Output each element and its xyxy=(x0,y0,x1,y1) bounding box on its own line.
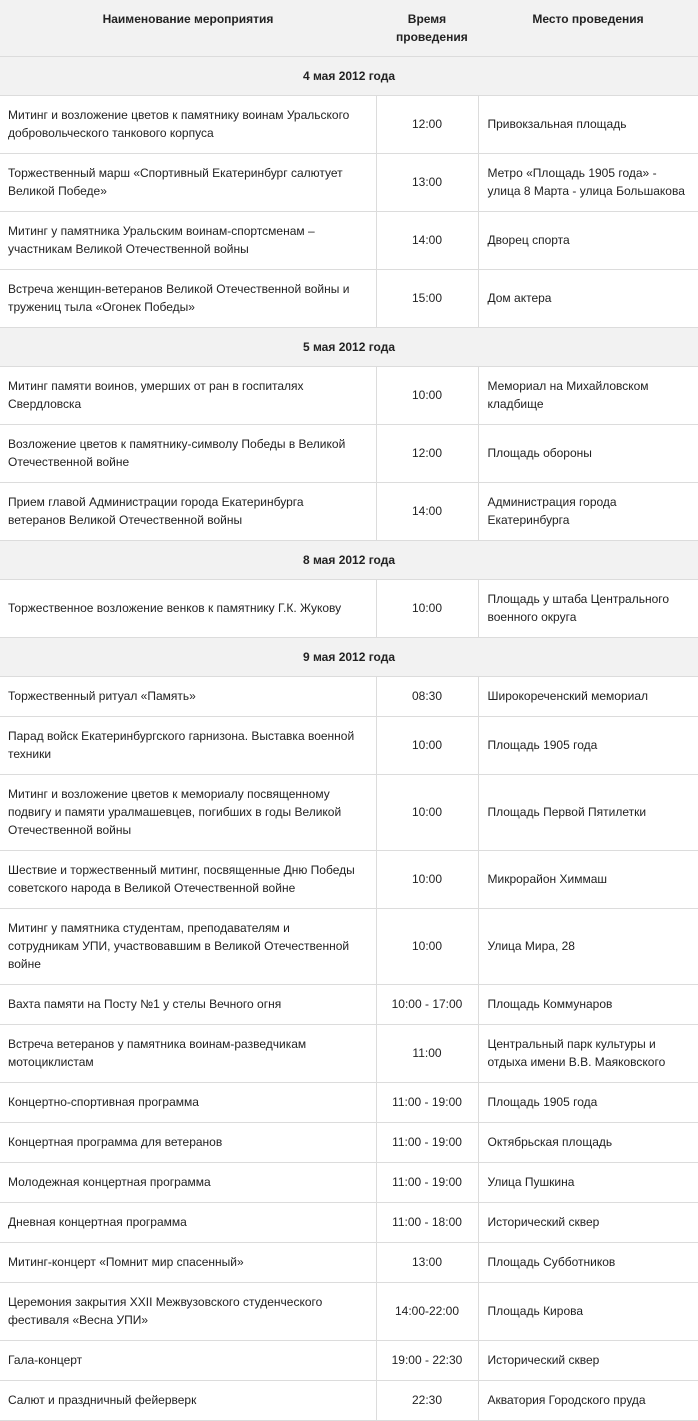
date-row xyxy=(0,637,698,676)
event-name: Возложение цветов к памятнику-символу Победы в Великой Отечественной войне xyxy=(0,424,376,482)
header-time: Время проведения xyxy=(376,0,478,56)
event-name: Гала-концерт xyxy=(0,1340,376,1380)
table-row xyxy=(0,211,698,269)
table-row xyxy=(0,579,698,637)
event-name: Митинг и возложение цветов к мемориалу посвященному подвигу и памяти уралмашевцев, погибших в годы Великой Отечественной войны xyxy=(0,774,376,850)
event-name: Торжественный марш «Спортивный Екатеринбург салютует Великой Победе» xyxy=(0,153,376,211)
table-row xyxy=(0,153,698,211)
event-time: 10:00 - 17:00 xyxy=(376,984,478,1024)
event-time: 11:00 - 18:00 xyxy=(376,1202,478,1242)
table-header-row xyxy=(0,0,698,56)
date-heading: 4 мая 2012 года xyxy=(0,56,698,95)
date-heading: 5 мая 2012 года xyxy=(0,327,698,366)
event-place: Площадь Субботников xyxy=(478,1242,698,1282)
event-place: Улица Мира, 28 xyxy=(478,908,698,984)
event-name: Митинг-концерт «Помнит мир спасенный» xyxy=(0,1242,376,1282)
event-place: Площадь Коммунаров xyxy=(478,984,698,1024)
table-row xyxy=(0,984,698,1024)
event-name: Парад войск Екатеринбургского гарнизона. Выставка военной техники xyxy=(0,716,376,774)
event-place: Администрация города Екатеринбурга xyxy=(478,482,698,540)
table-row xyxy=(0,1242,698,1282)
date-row xyxy=(0,56,698,95)
date-heading: 8 мая 2012 года xyxy=(0,540,698,579)
table-row xyxy=(0,1282,698,1340)
table-row xyxy=(0,1024,698,1082)
event-place: Площадь у штаба Центрального военного округа xyxy=(478,579,698,637)
date-heading: 9 мая 2012 года xyxy=(0,637,698,676)
table-row xyxy=(0,774,698,850)
table-row xyxy=(0,716,698,774)
event-time: 11:00 - 19:00 xyxy=(376,1162,478,1202)
event-name: Прием главой Администрации города Екатеринбурга ветеранов Великой Отечественной войны xyxy=(0,482,376,540)
table-row xyxy=(0,676,698,716)
event-place: Площадь 1905 года xyxy=(478,716,698,774)
event-name: Молодежная концертная программа xyxy=(0,1162,376,1202)
event-time: 14:00 xyxy=(376,211,478,269)
event-name: Торжественное возложение венков к памятнику Г.К. Жукову xyxy=(0,579,376,637)
event-place: Дворец спорта xyxy=(478,211,698,269)
event-time: 10:00 xyxy=(376,579,478,637)
event-name: Вахта памяти на Посту №1 у стелы Вечного огня xyxy=(0,984,376,1024)
table-row xyxy=(0,850,698,908)
table-row xyxy=(0,1162,698,1202)
event-name: Церемония закрытия XXII Межвузовского студенческого фестиваля «Весна УПИ» xyxy=(0,1282,376,1340)
event-place: Микрорайон Химмаш xyxy=(478,850,698,908)
event-place: Октябрьская площадь xyxy=(478,1122,698,1162)
event-place: Широкореченский мемориал xyxy=(478,676,698,716)
event-name: Митинг памяти воинов, умерших от ран в госпиталях Свердловска xyxy=(0,366,376,424)
event-place: Площадь обороны xyxy=(478,424,698,482)
header-name: Наименование мероприятия xyxy=(0,0,376,56)
event-place: Привокзальная площадь xyxy=(478,95,698,153)
date-row xyxy=(0,540,698,579)
event-time: 11:00 - 19:00 xyxy=(376,1082,478,1122)
event-time: 12:00 xyxy=(376,424,478,482)
event-time: 10:00 xyxy=(376,716,478,774)
event-time: 11:00 xyxy=(376,1024,478,1082)
event-place: Исторический сквер xyxy=(478,1202,698,1242)
event-time: 11:00 - 19:00 xyxy=(376,1122,478,1162)
event-time: 10:00 xyxy=(376,366,478,424)
table-row xyxy=(0,482,698,540)
event-name: Концертно-спортивная программа xyxy=(0,1082,376,1122)
event-place: Исторический сквер xyxy=(478,1340,698,1380)
date-row xyxy=(0,327,698,366)
table-row xyxy=(0,424,698,482)
table-row xyxy=(0,269,698,327)
event-name: Салют и праздничный фейерверк xyxy=(0,1380,376,1420)
event-place: Акватория Городского пруда xyxy=(478,1380,698,1420)
event-name: Митинг у памятника студентам, преподавателям и сотрудникам УПИ, участвовавшим в Великой Отечественной войне xyxy=(0,908,376,984)
table-row xyxy=(0,908,698,984)
event-name: Шествие и торжественный митинг, посвященные Дню Победы советского народа в Великой Отечественной войне xyxy=(0,850,376,908)
table-row xyxy=(0,1082,698,1122)
event-time: 10:00 xyxy=(376,908,478,984)
event-name: Встреча ветеранов у памятника воинам-разведчикам мотоциклистам xyxy=(0,1024,376,1082)
event-name: Встреча женщин-ветеранов Великой Отечественной войны и тружениц тыла «Огонек Победы» xyxy=(0,269,376,327)
header-place: Место проведения xyxy=(478,0,698,56)
event-name: Митинг у памятника Уральским воинам-спортсменам – участникам Великой Отечественной войны xyxy=(0,211,376,269)
table-row xyxy=(0,366,698,424)
event-time: 08:30 xyxy=(376,676,478,716)
event-place: Площадь 1905 года xyxy=(478,1082,698,1122)
event-place: Метро «Площадь 1905 года» - улица 8 Марта - улица Большакова xyxy=(478,153,698,211)
event-time: 12:00 xyxy=(376,95,478,153)
event-time: 19:00 - 22:30 xyxy=(376,1340,478,1380)
table-row xyxy=(0,95,698,153)
table-body xyxy=(0,56,698,1420)
table-row xyxy=(0,1202,698,1242)
event-place: Площадь Первой Пятилетки xyxy=(478,774,698,850)
event-time: 14:00-22:00 xyxy=(376,1282,478,1340)
event-name: Концертная программа для ветеранов xyxy=(0,1122,376,1162)
event-place: Площадь Кирова xyxy=(478,1282,698,1340)
event-place: Центральный парк культуры и отдыха имени В.В. Маяковского xyxy=(478,1024,698,1082)
table-row xyxy=(0,1380,698,1420)
table-row xyxy=(0,1340,698,1380)
event-time: 10:00 xyxy=(376,850,478,908)
event-time: 10:00 xyxy=(376,774,478,850)
event-time: 14:00 xyxy=(376,482,478,540)
event-time: 22:30 xyxy=(376,1380,478,1420)
event-time: 13:00 xyxy=(376,153,478,211)
table-row xyxy=(0,1122,698,1162)
event-time: 13:00 xyxy=(376,1242,478,1282)
event-name: Торжественный ритуал «Память» xyxy=(0,676,376,716)
event-place: Мемориал на Михайловском кладбище xyxy=(478,366,698,424)
event-place: Улица Пушкина xyxy=(478,1162,698,1202)
event-place: Дом актера xyxy=(478,269,698,327)
event-time: 15:00 xyxy=(376,269,478,327)
event-name: Митинг и возложение цветов к памятнику воинам Уральского добровольческого танкового корпуса xyxy=(0,95,376,153)
event-name: Дневная концертная программа xyxy=(0,1202,376,1242)
